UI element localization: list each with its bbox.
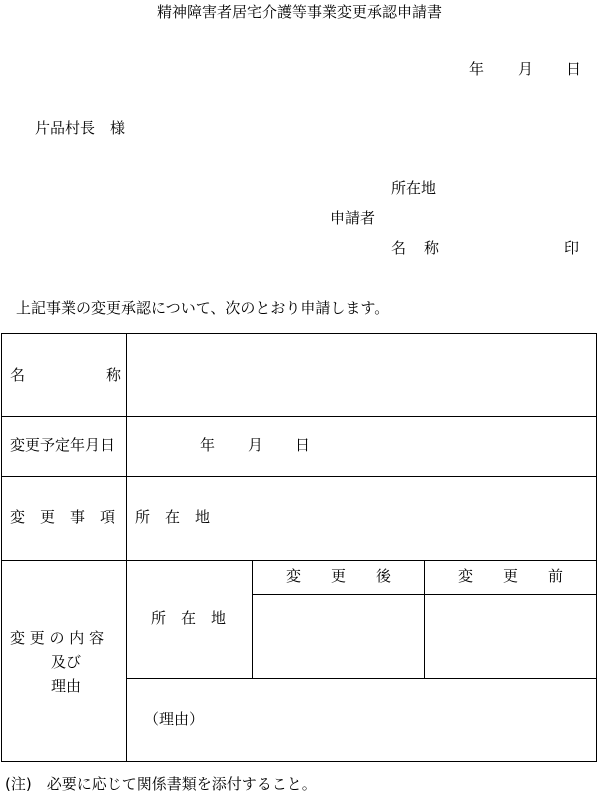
applicant-name-label-1: 名 [391, 239, 407, 257]
document-title: 精神障害者居宅介護等事業変更承認申請書 [156, 3, 442, 21]
table-border-top [1, 333, 597, 334]
row-divider-3 [1, 560, 597, 561]
application-form-table [1, 333, 597, 762]
table-border-left [1, 333, 2, 762]
content-label-line-3: 理由 [51, 677, 82, 695]
change-date-month: 月 [248, 436, 264, 454]
date-year-label: 年 [469, 60, 485, 78]
name-value-field[interactable] [131, 363, 591, 387]
seal-mark: 印 [564, 239, 580, 257]
addressee: 片品村長 様 [35, 119, 126, 137]
change-date-day: 日 [295, 436, 311, 454]
before-change-field[interactable] [429, 599, 591, 673]
content-address-label: 所 在 地 [151, 609, 227, 627]
date-month-label: 月 [518, 60, 534, 78]
label-column-divider [126, 333, 127, 762]
content-label-line-2: 及び [51, 653, 82, 671]
name-label-2: 称 [106, 366, 122, 384]
footnote: (注) 必要に応じて関係書類を添付すること。 [5, 775, 317, 793]
date-day-label: 日 [566, 60, 582, 78]
table-border-right [596, 333, 597, 762]
change-date-year: 年 [200, 436, 216, 454]
applicant-name-label-2: 称 [424, 239, 440, 257]
table-border-bottom [1, 761, 597, 762]
content-label-line-1: 変 更 の 内 容 [10, 629, 105, 647]
reason-row-divider [126, 678, 597, 679]
row-divider-1 [1, 416, 597, 417]
row-divider-2 [1, 476, 597, 477]
intro-text: 上記事業の変更承認について、次のとおり申請します。 [16, 299, 390, 317]
change-date-label: 変更予定年月日 [10, 436, 116, 454]
name-label-1: 名 [10, 366, 26, 384]
applicant-address-label: 所在地 [391, 179, 437, 197]
content-subcolumn-divider [252, 560, 253, 678]
before-change-header: 変 更 前 [458, 567, 564, 585]
applicant-label: 申請者 [330, 209, 376, 227]
reason-label: （理由） [144, 710, 205, 728]
change-item-label: 変 更 事 項 [10, 508, 116, 526]
header-row-divider [252, 594, 597, 595]
after-change-field[interactable] [257, 599, 419, 673]
after-before-divider [424, 560, 425, 678]
change-item-value: 所 在 地 [135, 508, 211, 526]
after-change-header: 変 更 後 [286, 567, 392, 585]
